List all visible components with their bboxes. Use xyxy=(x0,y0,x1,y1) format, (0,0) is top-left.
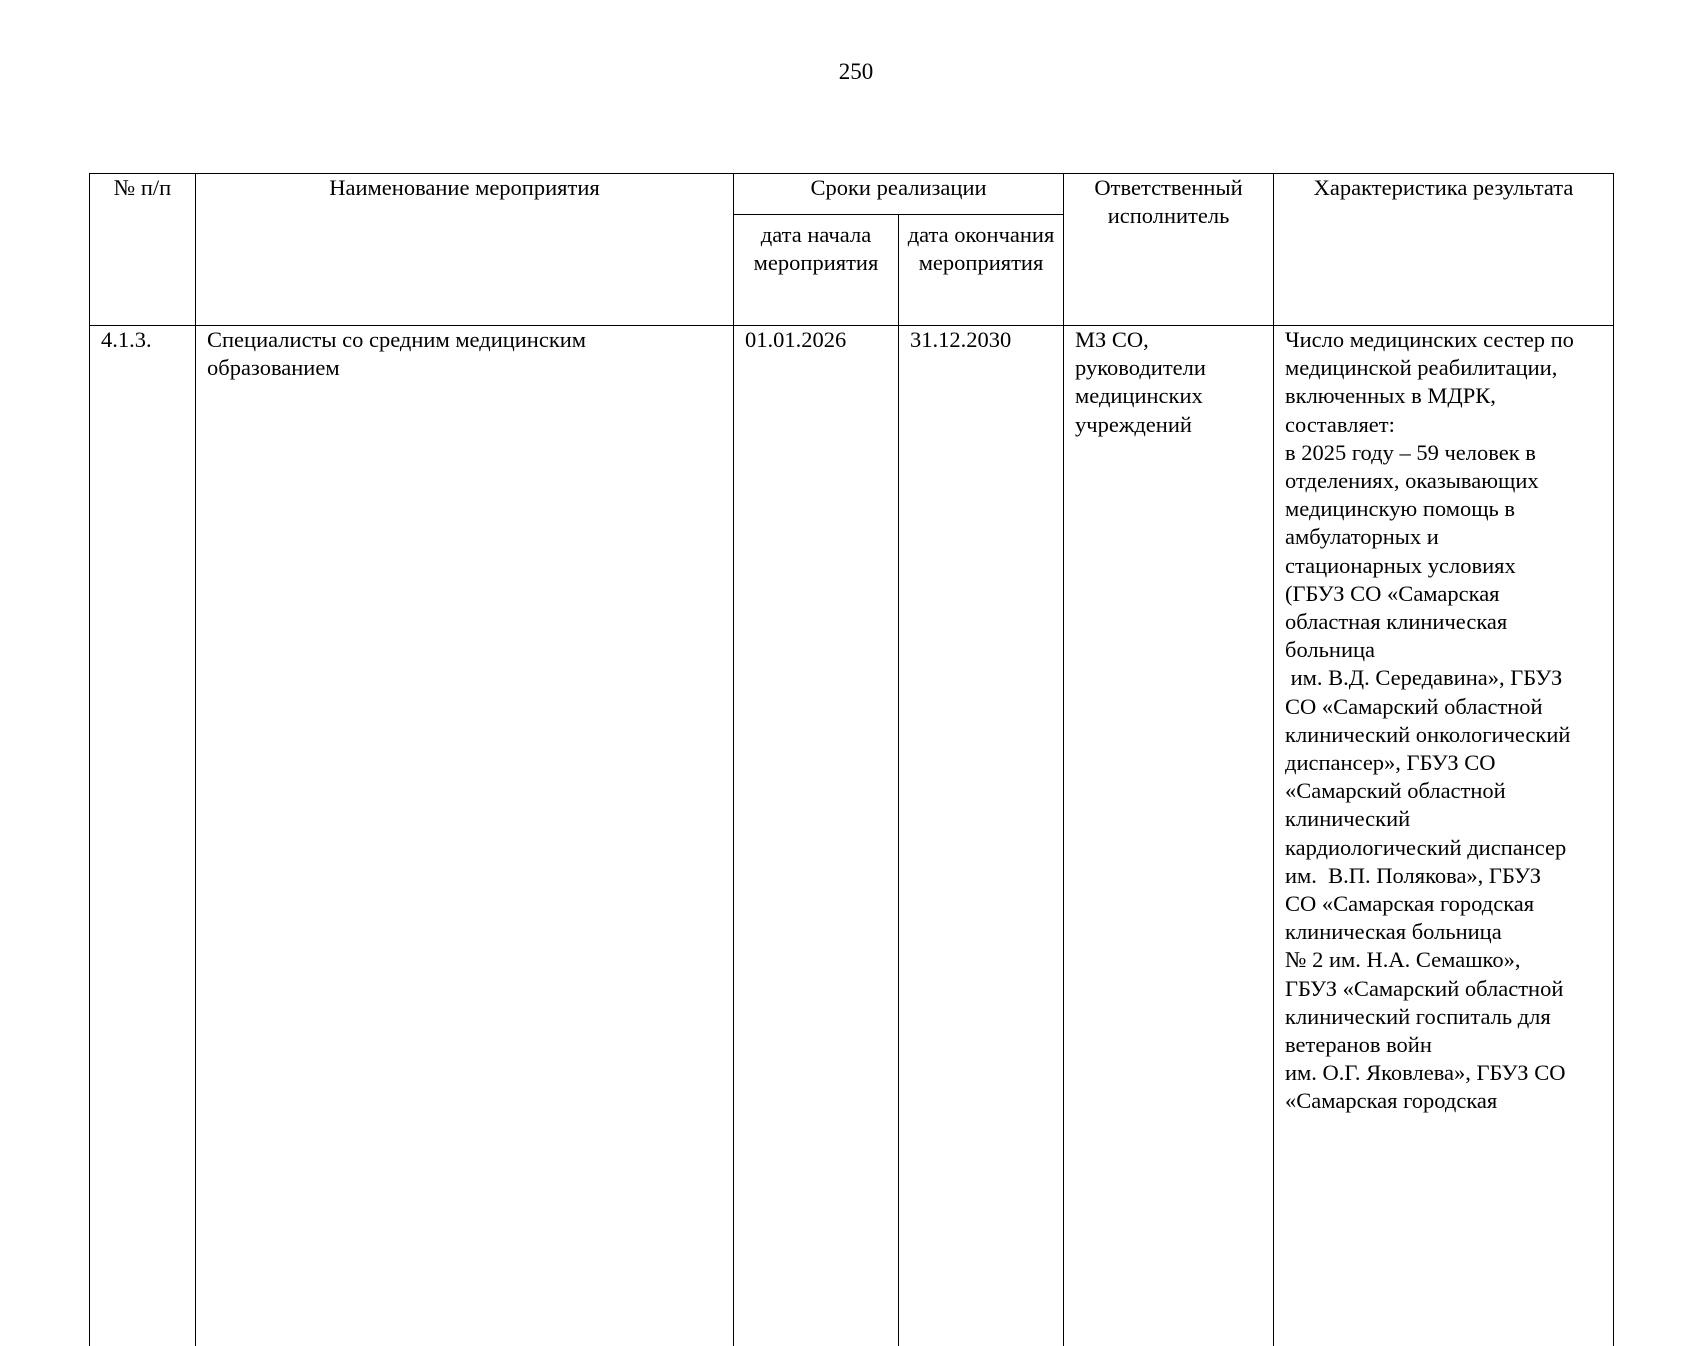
cell-result-line: клиническая больница xyxy=(1285,918,1607,946)
cell-result-line: клинический xyxy=(1285,805,1607,833)
table-header xyxy=(90,174,1614,326)
header-end-date: дата окончания мероприятия xyxy=(899,215,1064,326)
cell-start-date: 01.01.2026 xyxy=(734,326,899,1346)
header-num: № п/п xyxy=(90,174,196,326)
cell-executor-line: медицинских xyxy=(1075,382,1267,410)
cell-num: 4.1.3. xyxy=(90,326,196,1346)
cell-executor-line: учреждений xyxy=(1075,411,1267,439)
cell-result-line: областная клиническая xyxy=(1285,608,1607,636)
cell-executor-line: МЗ СО, xyxy=(1075,326,1267,354)
header-start-date: дата начала мероприятия xyxy=(734,215,899,326)
cell-result-line: № 2 им. Н.А. Семашко», xyxy=(1285,946,1607,974)
cell-result-line: отделениях, оказывающих xyxy=(1285,467,1607,495)
cell-end-date: 31.12.2030 xyxy=(899,326,1064,1346)
cell-result-line: амбулаторных и xyxy=(1285,523,1607,551)
header-executor: Ответственный исполнитель xyxy=(1064,174,1274,326)
cell-result-line: ГБУЗ «Самарский областной xyxy=(1285,975,1607,1003)
cell-result-line: включенных в МДРК, xyxy=(1285,382,1607,410)
cell-result-line: СО «Самарский областной xyxy=(1285,693,1607,721)
header-name: Наименование мероприятия xyxy=(196,174,734,326)
cell-result-line: больница xyxy=(1285,636,1607,664)
table-row xyxy=(90,326,1614,1346)
cell-result-line: кардиологический диспансер xyxy=(1285,834,1607,862)
cell-result-line: «Самарская городская xyxy=(1285,1087,1607,1115)
cell-name xyxy=(196,326,734,1346)
cell-executor xyxy=(1064,326,1274,1346)
cell-result-line: им. О.Г. Яковлева», ГБУЗ СО xyxy=(1285,1059,1607,1087)
cell-result-line: им. В.П. Полякова», ГБУЗ xyxy=(1285,862,1607,890)
cell-name-line: образованием xyxy=(207,354,727,382)
cell-result-line: Число медицинских сестер по xyxy=(1285,326,1607,354)
cell-result xyxy=(1274,326,1614,1346)
cell-result-line: им. В.Д. Середавина», ГБУЗ xyxy=(1285,664,1607,692)
cell-executor-line: руководители xyxy=(1075,354,1267,382)
cell-result-line: ветеранов войн xyxy=(1285,1031,1607,1059)
cell-result-line: диспансер», ГБУЗ СО xyxy=(1285,749,1607,777)
page-number: 250 xyxy=(0,58,1699,86)
cell-result-line: «Самарский областной xyxy=(1285,777,1607,805)
header-result: Характеристика результата xyxy=(1274,174,1614,326)
cell-result-line: стационарных условиях xyxy=(1285,552,1607,580)
cell-result-line: медицинскую помощь в xyxy=(1285,495,1607,523)
cell-result-line: в 2025 году – 59 человек в xyxy=(1285,439,1607,467)
measures-table xyxy=(89,173,1614,1346)
cell-result-line: клинический госпиталь для xyxy=(1285,1003,1607,1031)
cell-result-line: (ГБУЗ СО «Самарская xyxy=(1285,580,1607,608)
header-period: Сроки реализации xyxy=(734,174,1064,215)
cell-result-line: составляет: xyxy=(1285,411,1607,439)
cell-result-line: медицинской реабилитации, xyxy=(1285,354,1607,382)
cell-name-line: Специалисты со средним медицинским xyxy=(207,326,727,354)
cell-result-line: СО «Самарская городская xyxy=(1285,890,1607,918)
cell-result-line: клинический онкологический xyxy=(1285,721,1607,749)
